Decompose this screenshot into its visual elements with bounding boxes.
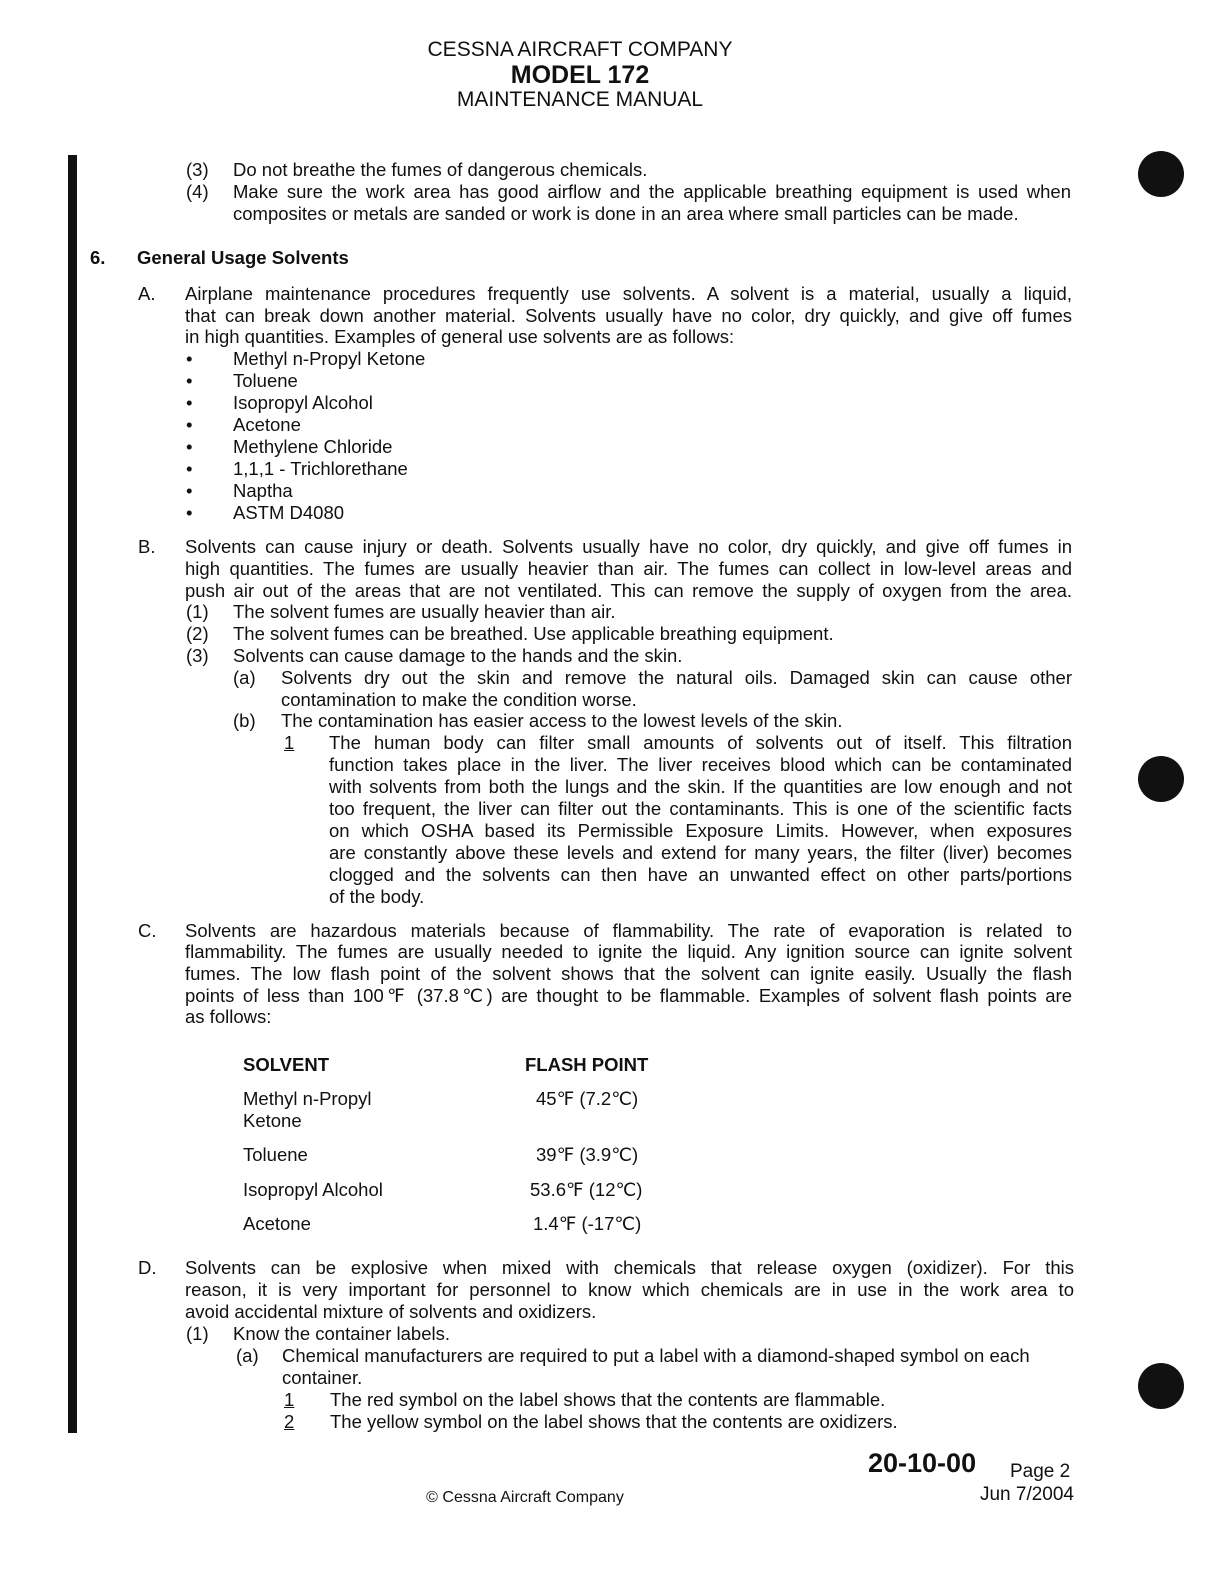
para-line: Airplane maintenance procedures frequently use solvents. A solvent is a material, usually a liquid,: [185, 283, 1072, 304]
document-code: 20-10-00: [868, 1448, 977, 1478]
list-item: Toluene: [233, 370, 298, 391]
header-company: CESSNA AIRCRAFT COMPANY: [427, 38, 733, 61]
table-cell-flash: 1.4℉ (-17℃): [533, 1213, 642, 1234]
item-text: The red symbol on the label shows that the contents are flammable.: [330, 1389, 886, 1410]
item-text: The yellow symbol on the label shows that the contents are oxidizers.: [330, 1411, 898, 1432]
item-text: Chemical manufacturers are required to put a label with a diamond-shaped symbol on each: [282, 1345, 1030, 1366]
para-line: push air out of the areas that are not ventilated. This can remove the supply of oxygen from the area.: [185, 580, 1072, 601]
item-text: container.: [282, 1367, 363, 1388]
item-label: (b): [233, 710, 256, 731]
para-line: high quantities. The fumes are usually heavier than air. The fumes can collect in low-level areas and: [185, 558, 1072, 579]
bullet-icon: •: [186, 502, 193, 523]
header-model: MODEL 172: [510, 61, 650, 89]
item-label: (4): [186, 181, 209, 202]
table-cell-flash: 45℉ (7.2℃): [536, 1088, 639, 1109]
para-line: as follows:: [185, 1006, 272, 1027]
item-text: Know the container labels.: [233, 1323, 450, 1344]
section-title: General Usage Solvents: [137, 247, 349, 268]
item-label: 2: [284, 1411, 295, 1432]
item-label: 1: [284, 732, 295, 753]
item-text: function takes place in the liver. The liver receives blood which can be contaminated: [329, 754, 1072, 775]
page-number: Page 2: [1010, 1461, 1071, 1482]
list-item: ASTM D4080: [233, 502, 345, 523]
item-label: (2): [186, 623, 209, 644]
list-item: Naptha: [233, 480, 293, 501]
copyright-notice: © Cessna Aircraft Company: [426, 1489, 624, 1506]
item-text: Solvents can cause damage to the hands and the skin.: [233, 645, 683, 666]
para-label: B.: [138, 536, 156, 557]
item-text: The contamination has easier access to the lowest levels of the skin.: [281, 710, 843, 731]
item-label: (1): [186, 601, 209, 622]
para-line: flammability. The fumes are usually needed to ignite the liquid. Any ignition source can ignite solvent: [185, 941, 1072, 962]
table-cell-solvent: Toluene: [243, 1144, 308, 1165]
table-header-flash-point: FLASH POINT: [525, 1054, 649, 1075]
table-cell-solvent: Acetone: [243, 1213, 311, 1234]
bullet-icon: •: [186, 458, 193, 479]
page-header: [0, 38, 1160, 112]
bullet-icon: •: [186, 392, 193, 413]
section-number: 6.: [90, 247, 106, 268]
para-line: that can break down another material. Solvents usually have no color, dry quickly, and give off fumes: [185, 305, 1072, 326]
item-text: Make sure the work area has good airflow and the applicable breathing equipment is used when: [233, 181, 1071, 202]
para-line: reason, it is very important for personnel to know which chemicals are in use in the work area to: [185, 1279, 1074, 1300]
list-item: Isopropyl Alcohol: [233, 392, 373, 413]
item-label: (1): [186, 1323, 209, 1344]
item-text: The human body can filter small amounts of solvents out of itself. This filtration: [329, 732, 1072, 753]
item-label: (a): [233, 667, 256, 688]
para-line: Solvents are hazardous materials because of flammability. The rate of evaporation is related to: [185, 920, 1072, 941]
para-label: C.: [138, 920, 157, 941]
table-cell-solvent: Methyl n-Propyl: [243, 1088, 372, 1109]
item-text: contamination to make the condition worse.: [281, 689, 637, 710]
para-label: D.: [138, 1257, 157, 1278]
item-text: The solvent fumes are usually heavier than air.: [233, 601, 616, 622]
punch-hole: [1138, 1363, 1184, 1409]
table-cell-flash: 53.6℉ (12℃): [530, 1179, 643, 1200]
punch-hole: [1138, 756, 1184, 802]
item-text: too frequent, the liver can filter out the contaminants. This is one of the scientific facts: [329, 798, 1072, 819]
list-item: 1,1,1 - Trichlorethane: [233, 458, 408, 479]
list-item: Acetone: [233, 414, 301, 435]
punch-hole: [1138, 151, 1184, 197]
bullet-icon: •: [186, 480, 193, 501]
para-line: Solvents can cause injury or death. Solvents usually have no color, dry quickly, and give off fumes in: [185, 536, 1072, 557]
item-label: (3): [186, 159, 209, 180]
para-line: Solvents can be explosive when mixed with chemicals that release oxygen (oxidizer). For this: [185, 1257, 1074, 1278]
item-text: Solvents dry out the skin and remove the natural oils. Damaged skin can cause other: [281, 667, 1072, 688]
bullet-icon: •: [186, 370, 193, 391]
item-text: with solvents from both the lungs and the skin. If the quantities are low enough and not: [329, 776, 1072, 797]
table-header-solvent: SOLVENT: [243, 1054, 329, 1075]
item-label: (a): [236, 1345, 259, 1366]
para-label: A.: [138, 283, 156, 304]
header-manual: MAINTENANCE MANUAL: [456, 88, 704, 111]
item-text: The solvent fumes can be breathed. Use applicable breathing equipment.: [233, 623, 834, 644]
list-item: Methyl n-Propyl Ketone: [233, 348, 426, 369]
item-text: Do not breathe the fumes of dangerous chemicals.: [233, 159, 648, 180]
table-cell-flash: 39℉ (3.9℃): [536, 1144, 639, 1165]
item-text: of the body.: [329, 886, 425, 907]
item-label: 1: [284, 1389, 295, 1410]
revision-date: Jun 7/2004: [979, 1484, 1074, 1505]
item-text: on which OSHA based its Permissible Exposure Limits. However, when exposures: [329, 820, 1072, 841]
bullet-icon: •: [186, 414, 193, 435]
table-cell-solvent: Isopropyl Alcohol: [243, 1179, 383, 1200]
para-line: fumes. The low flash point of the solvent shows that the solvent can ignite easily. Usually the flash: [185, 963, 1072, 984]
para-line: points of less than 100℉ (37.8℃) are thought to be flammable. Examples of solvent flash points are: [185, 985, 1072, 1006]
revision-bar: [68, 155, 77, 1433]
item-label: (3): [186, 645, 209, 666]
table-cell-solvent: Ketone: [243, 1110, 302, 1131]
item-text: composites or metals are sanded or work is done in an area where small particles can be made.: [233, 203, 1019, 224]
item-text: are constantly above these levels and extend for many years, the filter (liver) becomes: [329, 842, 1072, 863]
bullet-icon: •: [186, 348, 193, 369]
list-item: Methylene Chloride: [233, 436, 393, 457]
bullet-icon: •: [186, 436, 193, 457]
para-line: in high quantities. Examples of general use solvents are as follows:: [185, 326, 735, 347]
item-text: clogged and the solvents can then have an unwanted effect on other parts/portions: [329, 864, 1072, 885]
para-line: avoid accidental mixture of solvents and oxidizers.: [185, 1301, 597, 1322]
